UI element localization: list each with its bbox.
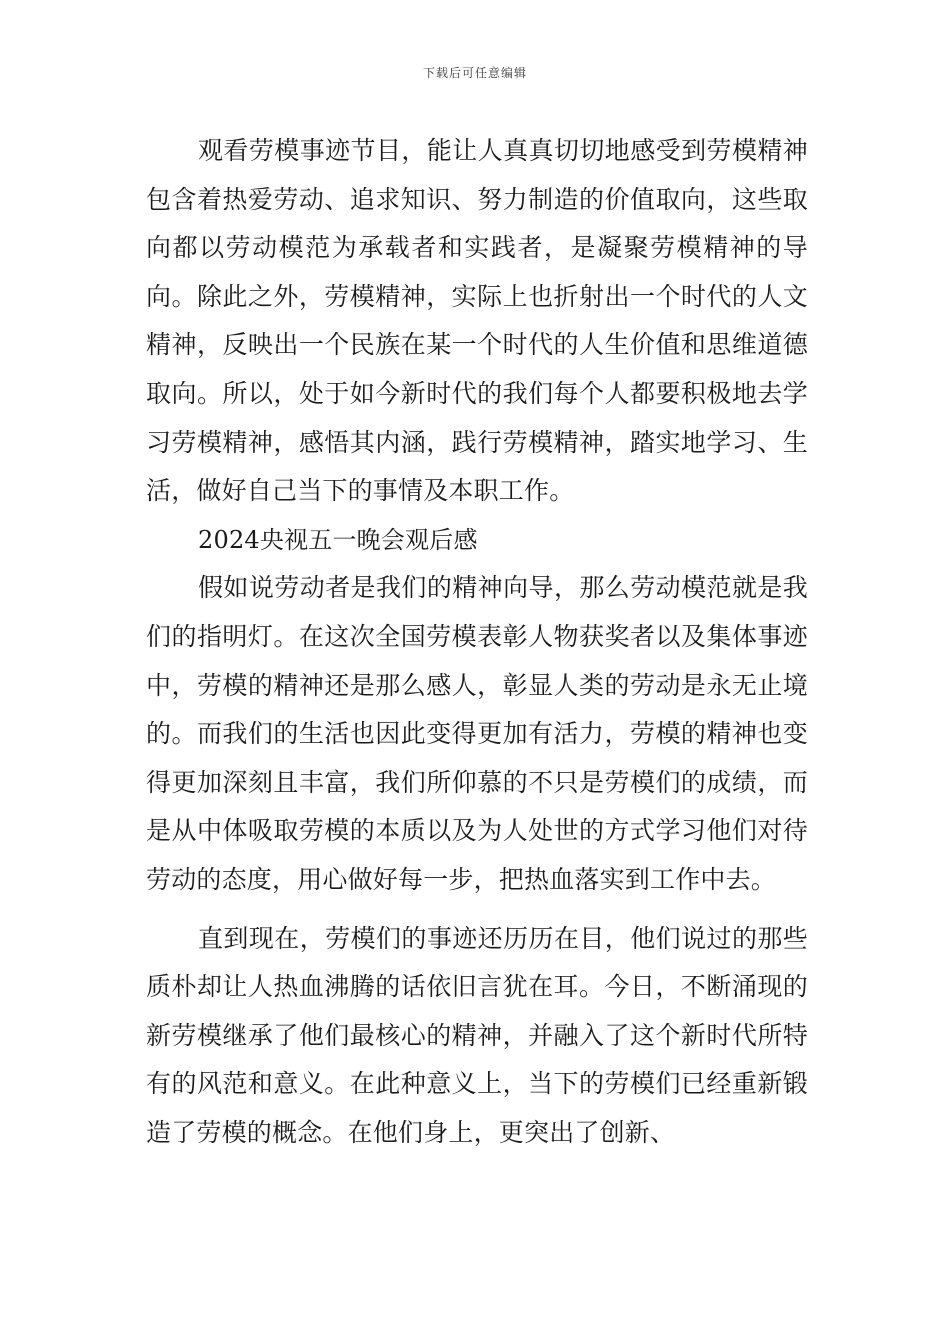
paragraph-1: 观看劳模事迹节目，能让人真真切切地感受到劳模精神包含着热爱劳动、追求知识、努力制造的价值取向，这些取向都以劳动模范为承载者和实践者，是凝聚劳模精神的导向。除此之外，劳模精神，实际上也折射出一个时代的人文精神，反映出一个民族在某一个时代的人生价值和思维道德取向。所以，处于如今新时代的我们每个人都要积极地去学习劳模精神，感悟其内涵，践行劳模精神，踏实地学习、生活，做好自己当下的事情及本职工作。 <box>146 136 808 506</box>
paragraph-2: 假如说劳动者是我们的精神向导，那么劳动模范就是我们的指明灯。在这次全国劳模表彰人物获奖者以及集体事迹中，劳模的精神还是那么感人，彰显人类的劳动是永无止境的。而我们的生活也因此变得更加有活力，劳模的精神也变得更加深刻且丰富，我们所仰慕的不只是劳模们的成绩，而是从中体吸取劳模的本质以及为人处世的方式学习他们对待劳动的态度，用心做好每一步，把热血落实到工作中去。 <box>146 573 808 894</box>
section-title: 2024央视五一晚会观后感 <box>198 525 478 554</box>
document-body <box>146 127 808 1157</box>
paragraph-3: 直到现在，劳模们的事迹还历历在目，他们说过的那些质朴却让人热血沸腾的话依旧言犹在耳。今日，不断涌现的新劳模继承了他们最核心的精神，并融入了这个新时代所特有的风范和意义。在此种意义上，当下的劳模们已经重新锻造了劳模的概念。在他们身上，更突出了创新、 <box>146 923 808 1147</box>
page-header-note: 下载后可任意编辑 <box>422 66 527 80</box>
paragraph-gap <box>146 905 808 915</box>
